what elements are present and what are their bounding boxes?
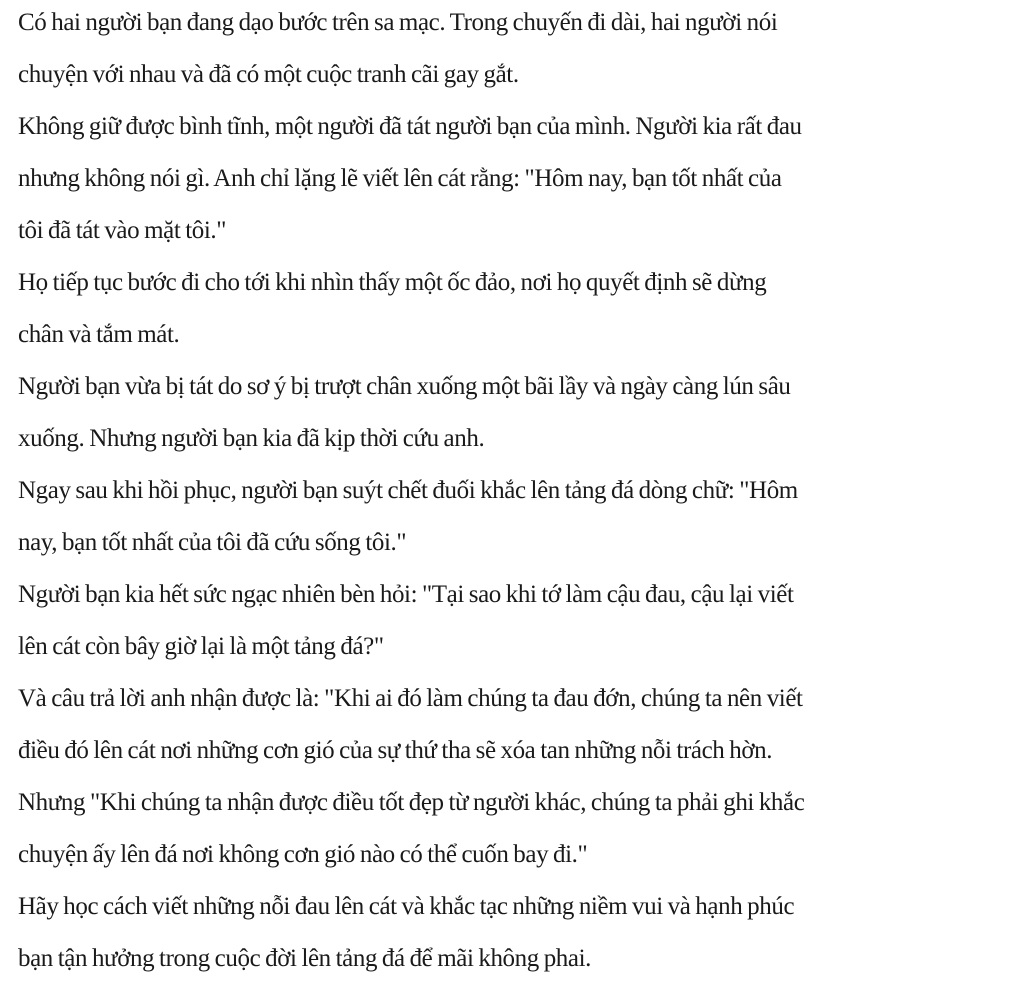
text-line: Người bạn vừa bị tát do sơ ý bị trượt chân xuống một bãi lầy và ngày càng lún sâu [18,373,791,400]
text-line: Họ tiếp tục bước đi cho tới khi nhìn thấy một ốc đảo, nơi họ quyết định sẽ dừng [18,269,767,296]
text-line: lên cát còn bây giờ lại là một tảng đá?" [18,633,384,660]
text-line: Và câu trả lời anh nhận được là: "Khi ai đó làm chúng ta đau đớn, chúng ta nên viết [18,685,803,712]
text-line: bạn tận hưởng trong cuộc đời lên tảng đá để mãi không phai. [18,945,591,972]
text-line: điều đó lên cát nơi những cơn gió của sự thứ tha sẽ xóa tan những nỗi trách hờn. [18,737,773,764]
text-line: xuống. Nhưng người bạn kia đã kịp thời cứu anh. [18,425,485,452]
text-line: nay, bạn tốt nhất của tôi đã cứu sống tôi." [18,529,407,556]
text-line: tôi đã tát vào mặt tôi." [18,217,227,244]
text-line: Ngay sau khi hồi phục, người bạn suýt chết đuối khắc lên tảng đá dòng chữ: "Hôm [18,477,798,504]
text-line: Có hai người bạn đang dạo bước trên sa mạc. Trong chuyến đi dài, hai người nói [18,9,778,36]
text-line: chuyện ấy lên đá nơi không cơn gió nào có thể cuốn bay đi." [18,841,588,868]
text-line: Hãy học cách viết những nỗi đau lên cát và khắc tạc những niềm vui và hạnh phúc [18,893,795,920]
text-line: chuyện với nhau và đã có một cuộc tranh cãi gay gắt. [18,61,519,88]
text-line: Người bạn kia hết sức ngạc nhiên bèn hỏi: "Tại sao khi tớ làm cậu đau, cậu lại viết [18,581,794,608]
text-line: Không giữ được bình tĩnh, một người đã tát người bạn của mình. Người kia rất đau [18,113,802,140]
text-line: Nhưng "Khi chúng ta nhận được điều tốt đẹp từ người khác, chúng ta phải ghi khắc [18,789,805,816]
text-line: chân và tắm mát. [18,321,180,348]
text-line: nhưng không nói gì. Anh chỉ lặng lẽ viết lên cát rằng: "Hôm nay, bạn tốt nhất của [18,165,782,192]
